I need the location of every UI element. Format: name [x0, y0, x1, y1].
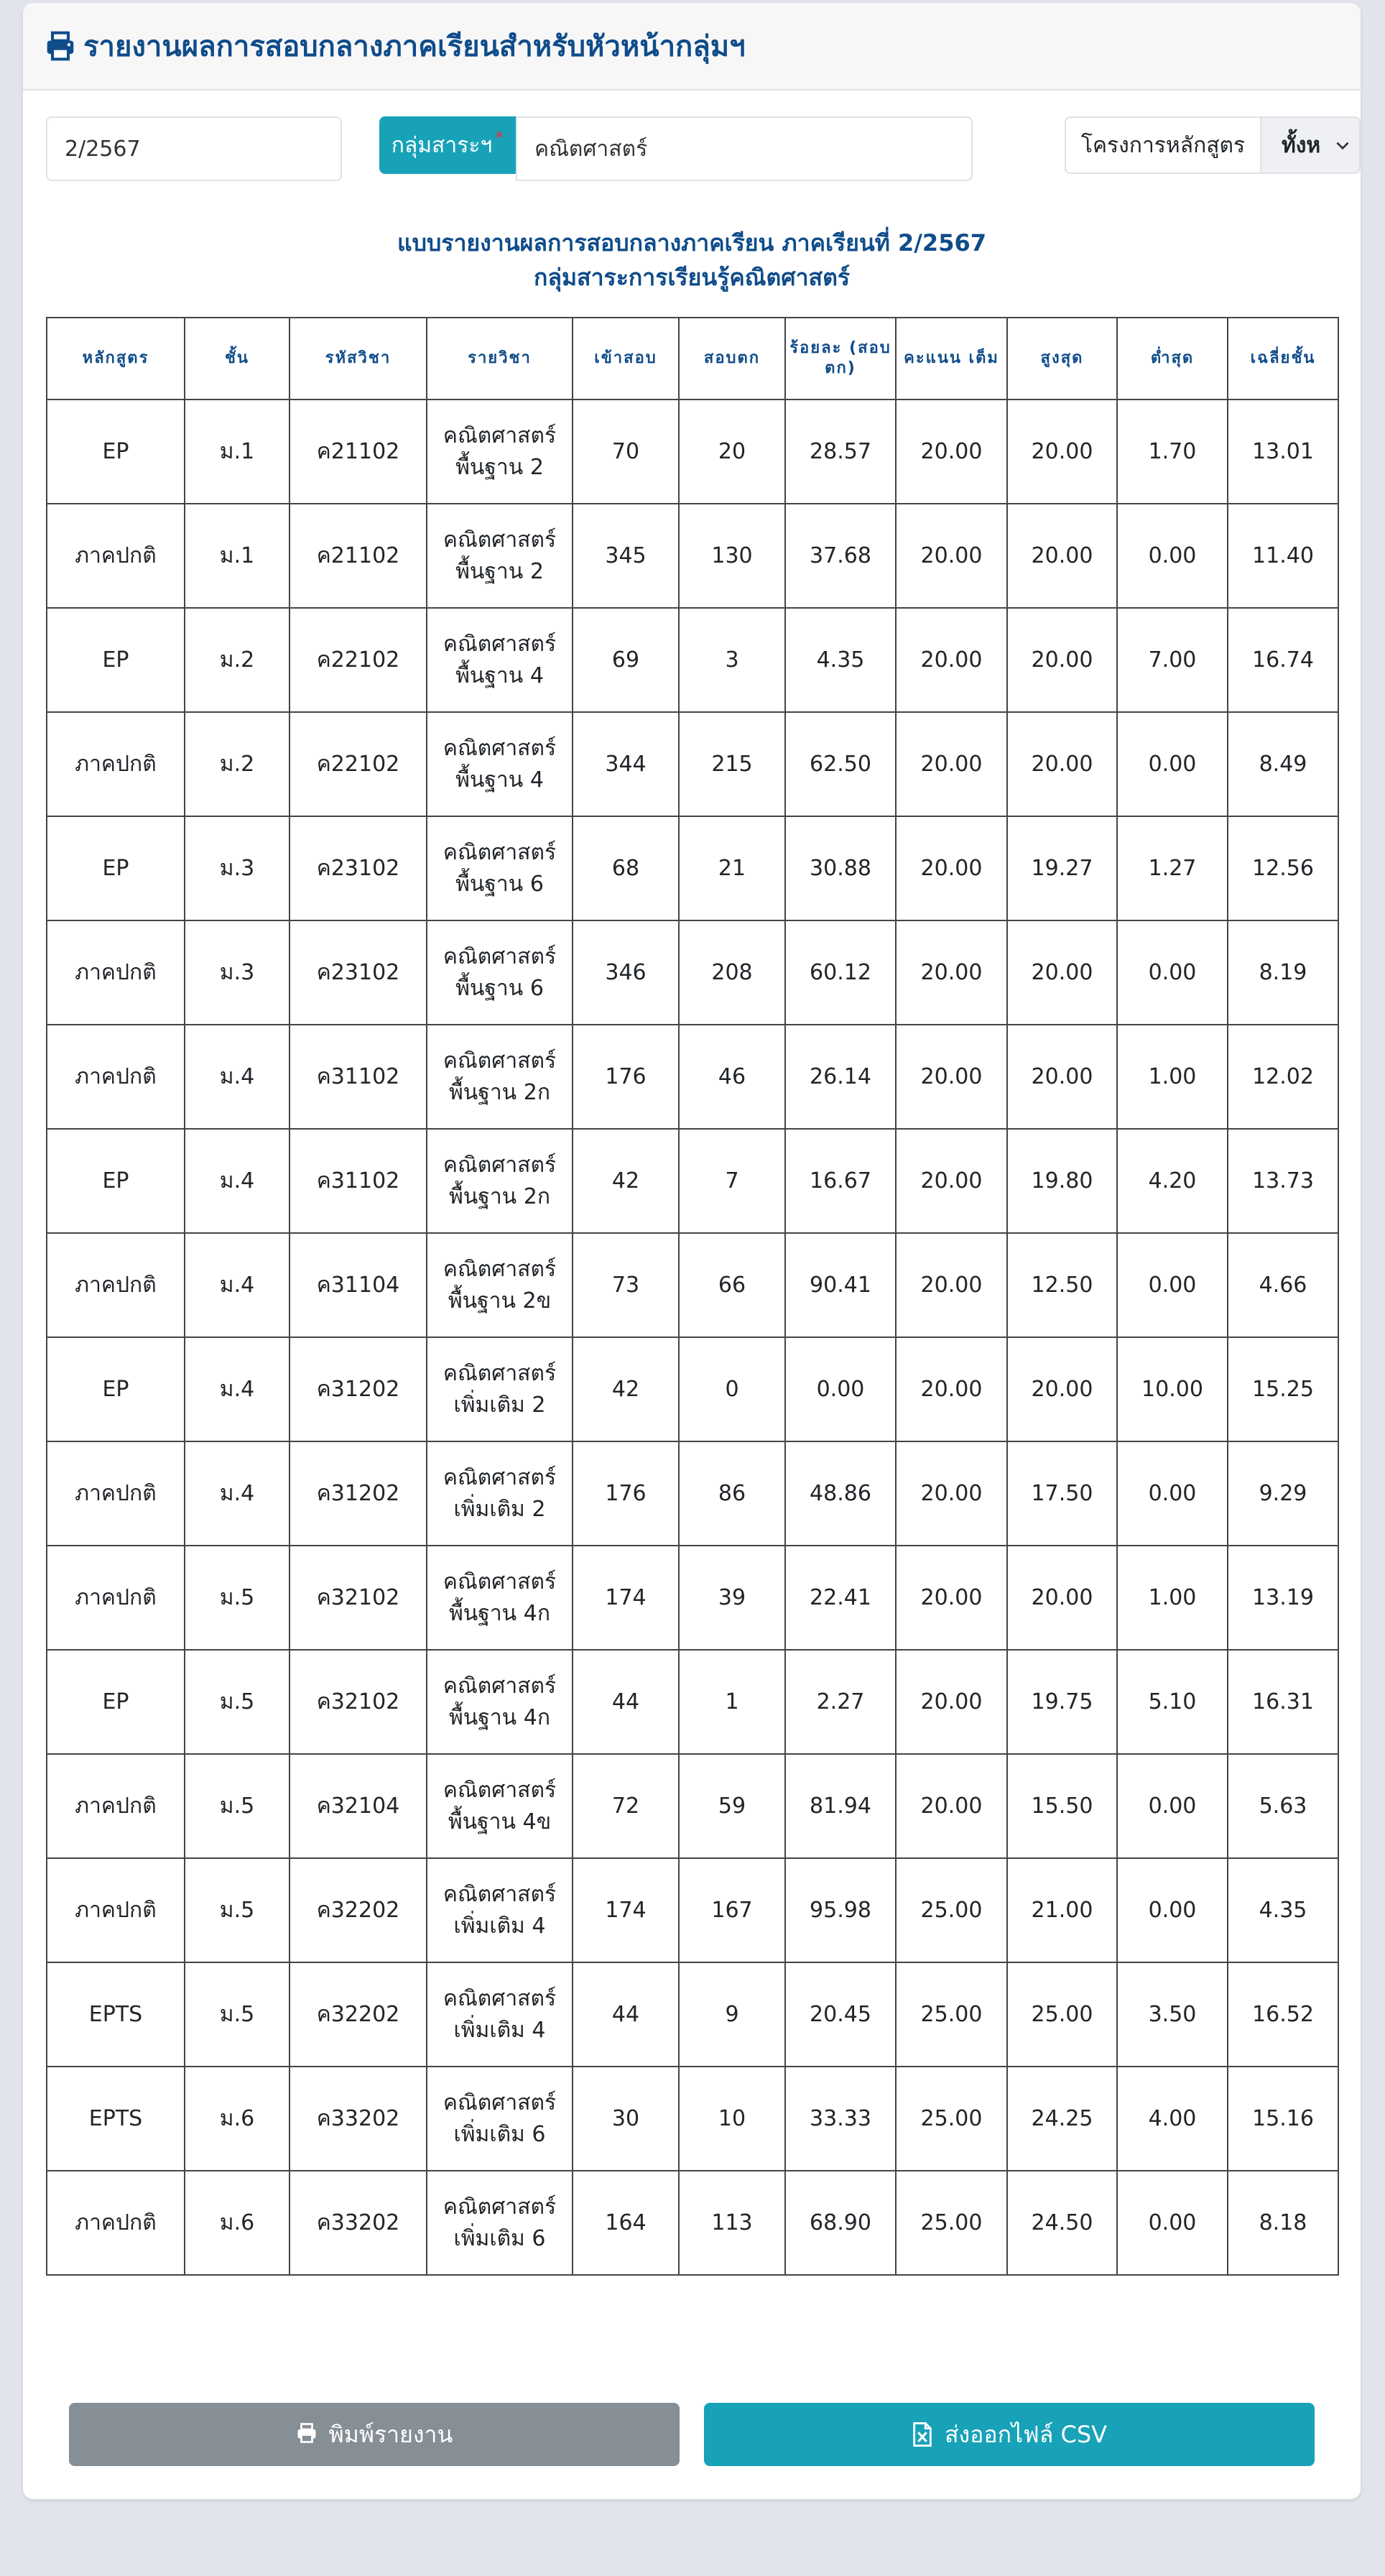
cell-failed: 21: [679, 816, 785, 920]
cell-average: 13.73: [1228, 1129, 1338, 1233]
cell-average: 8.18: [1228, 2171, 1338, 2275]
print-report-button[interactable]: [69, 2403, 680, 2466]
col-header-course-code: รหัสวิชา: [289, 318, 427, 400]
cell-min: 0.00: [1117, 712, 1228, 816]
cell-min: 0.00: [1117, 1233, 1228, 1337]
cell-attended: 70: [573, 400, 679, 504]
cell-course-name: คณิตศาสตร์ พื้นฐาน 4ข: [427, 1754, 573, 1858]
cell-program: ภาคปกติ: [47, 1858, 185, 1962]
cell-attended: 176: [573, 1441, 679, 1546]
cell-average: 8.19: [1228, 920, 1338, 1025]
cell-full-score: 25.00: [896, 2171, 1007, 2275]
cell-max: 17.50: [1007, 1441, 1117, 1546]
cell-failed: 215: [679, 712, 785, 816]
table-row: [47, 1858, 1338, 1962]
cell-course-name: คณิตศาสตร์ พื้นฐาน 4: [427, 712, 573, 816]
cell-min: 4.20: [1117, 1129, 1228, 1233]
cell-max: 20.00: [1007, 920, 1117, 1025]
file-excel-icon: [912, 2422, 936, 2447]
cell-average: 13.19: [1228, 1546, 1338, 1650]
cell-max: 24.50: [1007, 2171, 1117, 2275]
cell-min: 0.00: [1117, 1858, 1228, 1962]
cell-grade: ม.1: [185, 504, 289, 608]
table-row: [47, 504, 1338, 608]
printer-icon: [296, 2422, 320, 2447]
cell-attended: 44: [573, 1962, 679, 2067]
cell-course-code: ค31104: [289, 1233, 427, 1337]
table-row: [47, 1441, 1338, 1546]
cell-fail-percent: 30.88: [785, 816, 896, 920]
table-row: [47, 920, 1338, 1025]
cell-program: ภาคปกติ: [47, 1754, 185, 1858]
report-title-line2: กลุ่มสาระการเรียนรู้คณิตศาสตร์: [533, 264, 851, 291]
cell-grade: ม.5: [185, 1650, 289, 1754]
table-row: [47, 1025, 1338, 1129]
cell-course-name: คณิตศาสตร์ พื้นฐาน 4: [427, 608, 573, 712]
cell-max: 19.75: [1007, 1650, 1117, 1754]
cell-max: 20.00: [1007, 400, 1117, 504]
cell-attended: 174: [573, 1546, 679, 1650]
cell-fail-percent: 37.68: [785, 504, 896, 608]
cell-program: EPTS: [47, 2067, 185, 2171]
cell-course-name: คณิตศาสตร์ พื้นฐาน 6: [427, 920, 573, 1025]
cell-program: EPTS: [47, 1962, 185, 2067]
action-bar: [69, 2403, 1315, 2466]
cell-full-score: 20.00: [896, 608, 1007, 712]
col-header-max: สูงสุด: [1007, 318, 1117, 400]
cell-full-score: 20.00: [896, 1337, 1007, 1441]
cell-full-score: 20.00: [896, 1129, 1007, 1233]
cell-max: 12.50: [1007, 1233, 1117, 1337]
cell-min: 0.00: [1117, 2171, 1228, 2275]
cell-min: 1.27: [1117, 816, 1228, 920]
cell-full-score: 20.00: [896, 1441, 1007, 1546]
cell-full-score: 20.00: [896, 400, 1007, 504]
cell-max: 20.00: [1007, 712, 1117, 816]
cell-max: 24.25: [1007, 2067, 1117, 2171]
col-header-average: เฉลี่ยชั้น: [1228, 318, 1338, 400]
cell-failed: 208: [679, 920, 785, 1025]
cell-full-score: 20.00: [896, 1233, 1007, 1337]
cell-grade: ม.4: [185, 1025, 289, 1129]
cell-program: ภาคปกติ: [47, 920, 185, 1025]
cell-program: ภาคปกติ: [47, 1233, 185, 1337]
cell-attended: 30: [573, 2067, 679, 2171]
cell-grade: ม.6: [185, 2171, 289, 2275]
cell-attended: 42: [573, 1129, 679, 1233]
cell-program: ภาคปกติ: [47, 712, 185, 816]
cell-full-score: 20.00: [896, 1546, 1007, 1650]
cell-attended: 44: [573, 1650, 679, 1754]
cell-min: 5.10: [1117, 1650, 1228, 1754]
cell-course-name: คณิตศาสตร์ พื้นฐาน 2: [427, 400, 573, 504]
cell-full-score: 20.00: [896, 712, 1007, 816]
cell-average: 16.52: [1228, 1962, 1338, 2067]
col-header-attended: เข้าสอบ: [573, 318, 679, 400]
cell-fail-percent: 16.67: [785, 1129, 896, 1233]
page-title: รายงานผลการสอบกลางภาคเรียนสำหรับหัวหน้ากลุ่มฯ: [83, 30, 746, 63]
cell-grade: ม.4: [185, 1233, 289, 1337]
cell-program: ภาคปกติ: [47, 1441, 185, 1546]
cell-max: 21.00: [1007, 1858, 1117, 1962]
cell-course-name: คณิตศาสตร์ พื้นฐาน 2: [427, 504, 573, 608]
cell-grade: ม.4: [185, 1441, 289, 1546]
table-row: [47, 400, 1338, 504]
cell-attended: 344: [573, 712, 679, 816]
cell-course-code: ค31202: [289, 1441, 427, 1546]
program-select-value: ทั้งห: [1282, 132, 1321, 158]
cell-max: 20.00: [1007, 608, 1117, 712]
cell-average: 12.02: [1228, 1025, 1338, 1129]
cell-course-code: ค32202: [289, 1962, 427, 2067]
cell-course-name: คณิตศาสตร์ เพิ่มเติม 2: [427, 1441, 573, 1546]
cell-grade: ม.4: [185, 1129, 289, 1233]
cell-max: 20.00: [1007, 1337, 1117, 1441]
cell-failed: 167: [679, 1858, 785, 1962]
cell-attended: 73: [573, 1233, 679, 1337]
cell-fail-percent: 26.14: [785, 1025, 896, 1129]
cell-fail-percent: 0.00: [785, 1337, 896, 1441]
cell-course-code: ค21102: [289, 504, 427, 608]
cell-average: 8.49: [1228, 712, 1338, 816]
cell-program: EP: [47, 1337, 185, 1441]
cell-attended: 68: [573, 816, 679, 920]
col-header-failed: สอบตก: [679, 318, 785, 400]
cell-failed: 3: [679, 608, 785, 712]
cell-course-name: คณิตศาสตร์ พื้นฐาน 2ข: [427, 1233, 573, 1337]
chevron-down-icon: [1333, 135, 1352, 154]
table-row: [47, 816, 1338, 920]
cell-attended: 174: [573, 1858, 679, 1962]
cell-fail-percent: 95.98: [785, 1858, 896, 1962]
subject-group-input[interactable]: คณิตศาสตร์: [516, 116, 973, 181]
filter-bar: [46, 114, 1338, 183]
cell-grade: ม.4: [185, 1337, 289, 1441]
table-row: [47, 1650, 1338, 1754]
cell-min: 0.00: [1117, 1441, 1228, 1546]
cell-grade: ม.6: [185, 2067, 289, 2171]
cell-full-score: 20.00: [896, 1650, 1007, 1754]
cell-max: 19.80: [1007, 1129, 1117, 1233]
cell-program: ภาคปกติ: [47, 504, 185, 608]
cell-full-score: 25.00: [896, 1962, 1007, 2067]
cell-grade: ม.3: [185, 920, 289, 1025]
cell-attended: 346: [573, 920, 679, 1025]
cell-average: 15.25: [1228, 1337, 1338, 1441]
cell-full-score: 20.00: [896, 504, 1007, 608]
cell-grade: ม.5: [185, 1546, 289, 1650]
cell-grade: ม.5: [185, 1858, 289, 1962]
col-header-course-name: รายวิชา: [427, 318, 573, 400]
cell-course-name: คณิตศาสตร์ พื้นฐาน 2ก: [427, 1025, 573, 1129]
cell-average: 4.35: [1228, 1858, 1338, 1962]
cell-failed: 7: [679, 1129, 785, 1233]
col-header-program: หลักสูตร: [47, 318, 185, 400]
col-header-min: ต่ำสุด: [1117, 318, 1228, 400]
table-row: [47, 1754, 1338, 1858]
cell-course-code: ค31202: [289, 1337, 427, 1441]
cell-fail-percent: 68.90: [785, 2171, 896, 2275]
cell-attended: 69: [573, 608, 679, 712]
table-body: [47, 400, 1338, 2275]
cell-failed: 66: [679, 1233, 785, 1337]
cell-max: 20.00: [1007, 1546, 1117, 1650]
cell-program: EP: [47, 608, 185, 712]
cell-average: 16.31: [1228, 1650, 1338, 1754]
cell-fail-percent: 2.27: [785, 1650, 896, 1754]
cell-grade: ม.3: [185, 816, 289, 920]
cell-min: 7.00: [1117, 608, 1228, 712]
cell-min: 1.00: [1117, 1025, 1228, 1129]
cell-failed: 10: [679, 2067, 785, 2171]
cell-course-name: คณิตศาสตร์ เพิ่มเติม 6: [427, 2171, 573, 2275]
cell-grade: ม.2: [185, 712, 289, 816]
cell-course-code: ค32104: [289, 1754, 427, 1858]
cell-course-name: คณิตศาสตร์ เพิ่มเติม 6: [427, 2067, 573, 2171]
cell-course-name: คณิตศาสตร์ พื้นฐาน 6: [427, 816, 573, 920]
cell-min: 1.00: [1117, 1546, 1228, 1650]
cell-course-name: คณิตศาสตร์ พื้นฐาน 4ก: [427, 1650, 573, 1754]
table-row: [47, 608, 1338, 712]
cell-fail-percent: 62.50: [785, 712, 896, 816]
cell-course-code: ค31102: [289, 1025, 427, 1129]
cell-fail-percent: 81.94: [785, 1754, 896, 1858]
cell-average: 13.01: [1228, 400, 1338, 504]
cell-failed: 1: [679, 1650, 785, 1754]
cell-failed: 86: [679, 1441, 785, 1546]
cell-course-code: ค32102: [289, 1546, 427, 1650]
cell-course-code: ค31102: [289, 1129, 427, 1233]
cell-average: 4.66: [1228, 1233, 1338, 1337]
report-table: [46, 317, 1339, 2276]
print-report-label: พิมพ์รายงาน: [328, 2420, 453, 2448]
cell-failed: 39: [679, 1546, 785, 1650]
cell-max: 25.00: [1007, 1962, 1117, 2067]
cell-program: ภาคปกติ: [47, 2171, 185, 2275]
table-header-row: [47, 318, 1338, 400]
cell-fail-percent: 20.45: [785, 1962, 896, 2067]
cell-fail-percent: 28.57: [785, 400, 896, 504]
cell-average: 16.74: [1228, 608, 1338, 712]
cell-program: ภาคปกติ: [47, 1025, 185, 1129]
subject-group-label: [379, 116, 516, 174]
cell-full-score: 25.00: [896, 2067, 1007, 2171]
cell-max: 15.50: [1007, 1754, 1117, 1858]
cell-course-code: ค21102: [289, 400, 427, 504]
export-csv-label: ส่งออกไฟล์ CSV: [944, 2420, 1108, 2448]
table-row: [47, 712, 1338, 816]
cell-fail-percent: 4.35: [785, 608, 896, 712]
cell-max: 19.27: [1007, 816, 1117, 920]
cell-full-score: 20.00: [896, 816, 1007, 920]
program-label: โครงการหลักสูตร: [1065, 116, 1260, 174]
cell-course-name: คณิตศาสตร์ เพิ่มเติม 4: [427, 1962, 573, 2067]
cell-fail-percent: 33.33: [785, 2067, 896, 2171]
cell-min: 0.00: [1117, 1754, 1228, 1858]
cell-course-name: คณิตศาสตร์ พื้นฐาน 4ก: [427, 1546, 573, 1650]
cell-attended: 42: [573, 1337, 679, 1441]
card-header: [23, 3, 1361, 91]
cell-min: 3.50: [1117, 1962, 1228, 2067]
cell-course-code: ค23102: [289, 816, 427, 920]
cell-attended: 176: [573, 1025, 679, 1129]
cell-failed: 59: [679, 1754, 785, 1858]
col-header-fail-percent: ร้อยละ (สอบ ตก): [785, 318, 896, 400]
cell-failed: 9: [679, 1962, 785, 2067]
cell-average: 5.63: [1228, 1754, 1338, 1858]
cell-course-code: ค32102: [289, 1650, 427, 1754]
cell-min: 0.00: [1117, 920, 1228, 1025]
cell-grade: ม.1: [185, 400, 289, 504]
cell-program: ภาคปกติ: [47, 1546, 185, 1650]
cell-full-score: 20.00: [896, 1025, 1007, 1129]
cell-program: EP: [47, 816, 185, 920]
program-select[interactable]: [1260, 116, 1361, 174]
cell-course-code: ค22102: [289, 712, 427, 816]
table-row: [47, 1546, 1338, 1650]
table-row: [47, 1962, 1338, 2067]
cell-attended: 345: [573, 504, 679, 608]
cell-grade: ม.5: [185, 1962, 289, 2067]
cell-course-code: ค32202: [289, 1858, 427, 1962]
cell-full-score: 25.00: [896, 1858, 1007, 1962]
col-header-full-score: คะแนน เต็ม: [896, 318, 1007, 400]
required-mark: *: [495, 128, 504, 148]
cell-average: 15.16: [1228, 2067, 1338, 2171]
cell-full-score: 20.00: [896, 1754, 1007, 1858]
cell-attended: 164: [573, 2171, 679, 2275]
cell-fail-percent: 60.12: [785, 920, 896, 1025]
cell-failed: 46: [679, 1025, 785, 1129]
cell-full-score: 20.00: [896, 920, 1007, 1025]
cell-min: 4.00: [1117, 2067, 1228, 2171]
cell-average: 11.40: [1228, 504, 1338, 608]
cell-grade: ม.2: [185, 608, 289, 712]
table-row: [47, 1233, 1338, 1337]
table-row: [47, 2067, 1338, 2171]
cell-fail-percent: 48.86: [785, 1441, 896, 1546]
printer-icon: [45, 30, 76, 62]
cell-average: 12.56: [1228, 816, 1338, 920]
cell-fail-percent: 22.41: [785, 1546, 896, 1650]
cell-min: 0.00: [1117, 504, 1228, 608]
cell-course-name: คณิตศาสตร์ เพิ่มเติม 4: [427, 1858, 573, 1962]
term-input[interactable]: 2/2567: [46, 116, 342, 181]
col-header-grade: ชั้น: [185, 318, 289, 400]
cell-course-code: ค33202: [289, 2171, 427, 2275]
cell-average: 9.29: [1228, 1441, 1338, 1546]
cell-program: EP: [47, 400, 185, 504]
cell-failed: 113: [679, 2171, 785, 2275]
cell-program: EP: [47, 1650, 185, 1754]
table-row: [47, 1129, 1338, 1233]
subject-group-label-text: กลุ่มสาระฯ: [391, 132, 493, 158]
export-csv-button[interactable]: [704, 2403, 1315, 2466]
cell-fail-percent: 90.41: [785, 1233, 896, 1337]
report-title-line1: แบบรายงานผลการสอบกลางภาคเรียน ภาคเรียนที่ 2/2567: [397, 229, 986, 257]
cell-course-name: คณิตศาสตร์ พื้นฐาน 2ก: [427, 1129, 573, 1233]
cell-failed: 0: [679, 1337, 785, 1441]
cell-course-code: ค23102: [289, 920, 427, 1025]
cell-course-name: คณิตศาสตร์ เพิ่มเติม 2: [427, 1337, 573, 1441]
cell-max: 20.00: [1007, 1025, 1117, 1129]
cell-min: 1.70: [1117, 400, 1228, 504]
cell-program: EP: [47, 1129, 185, 1233]
cell-attended: 72: [573, 1754, 679, 1858]
table-row: [47, 2171, 1338, 2275]
table-row: [47, 1337, 1338, 1441]
cell-failed: 20: [679, 400, 785, 504]
cell-course-code: ค33202: [289, 2067, 427, 2171]
report-title: [23, 226, 1361, 295]
cell-course-code: ค22102: [289, 608, 427, 712]
cell-grade: ม.5: [185, 1754, 289, 1858]
report-card: [23, 3, 1361, 2499]
cell-max: 20.00: [1007, 504, 1117, 608]
cell-min: 10.00: [1117, 1337, 1228, 1441]
cell-failed: 130: [679, 504, 785, 608]
